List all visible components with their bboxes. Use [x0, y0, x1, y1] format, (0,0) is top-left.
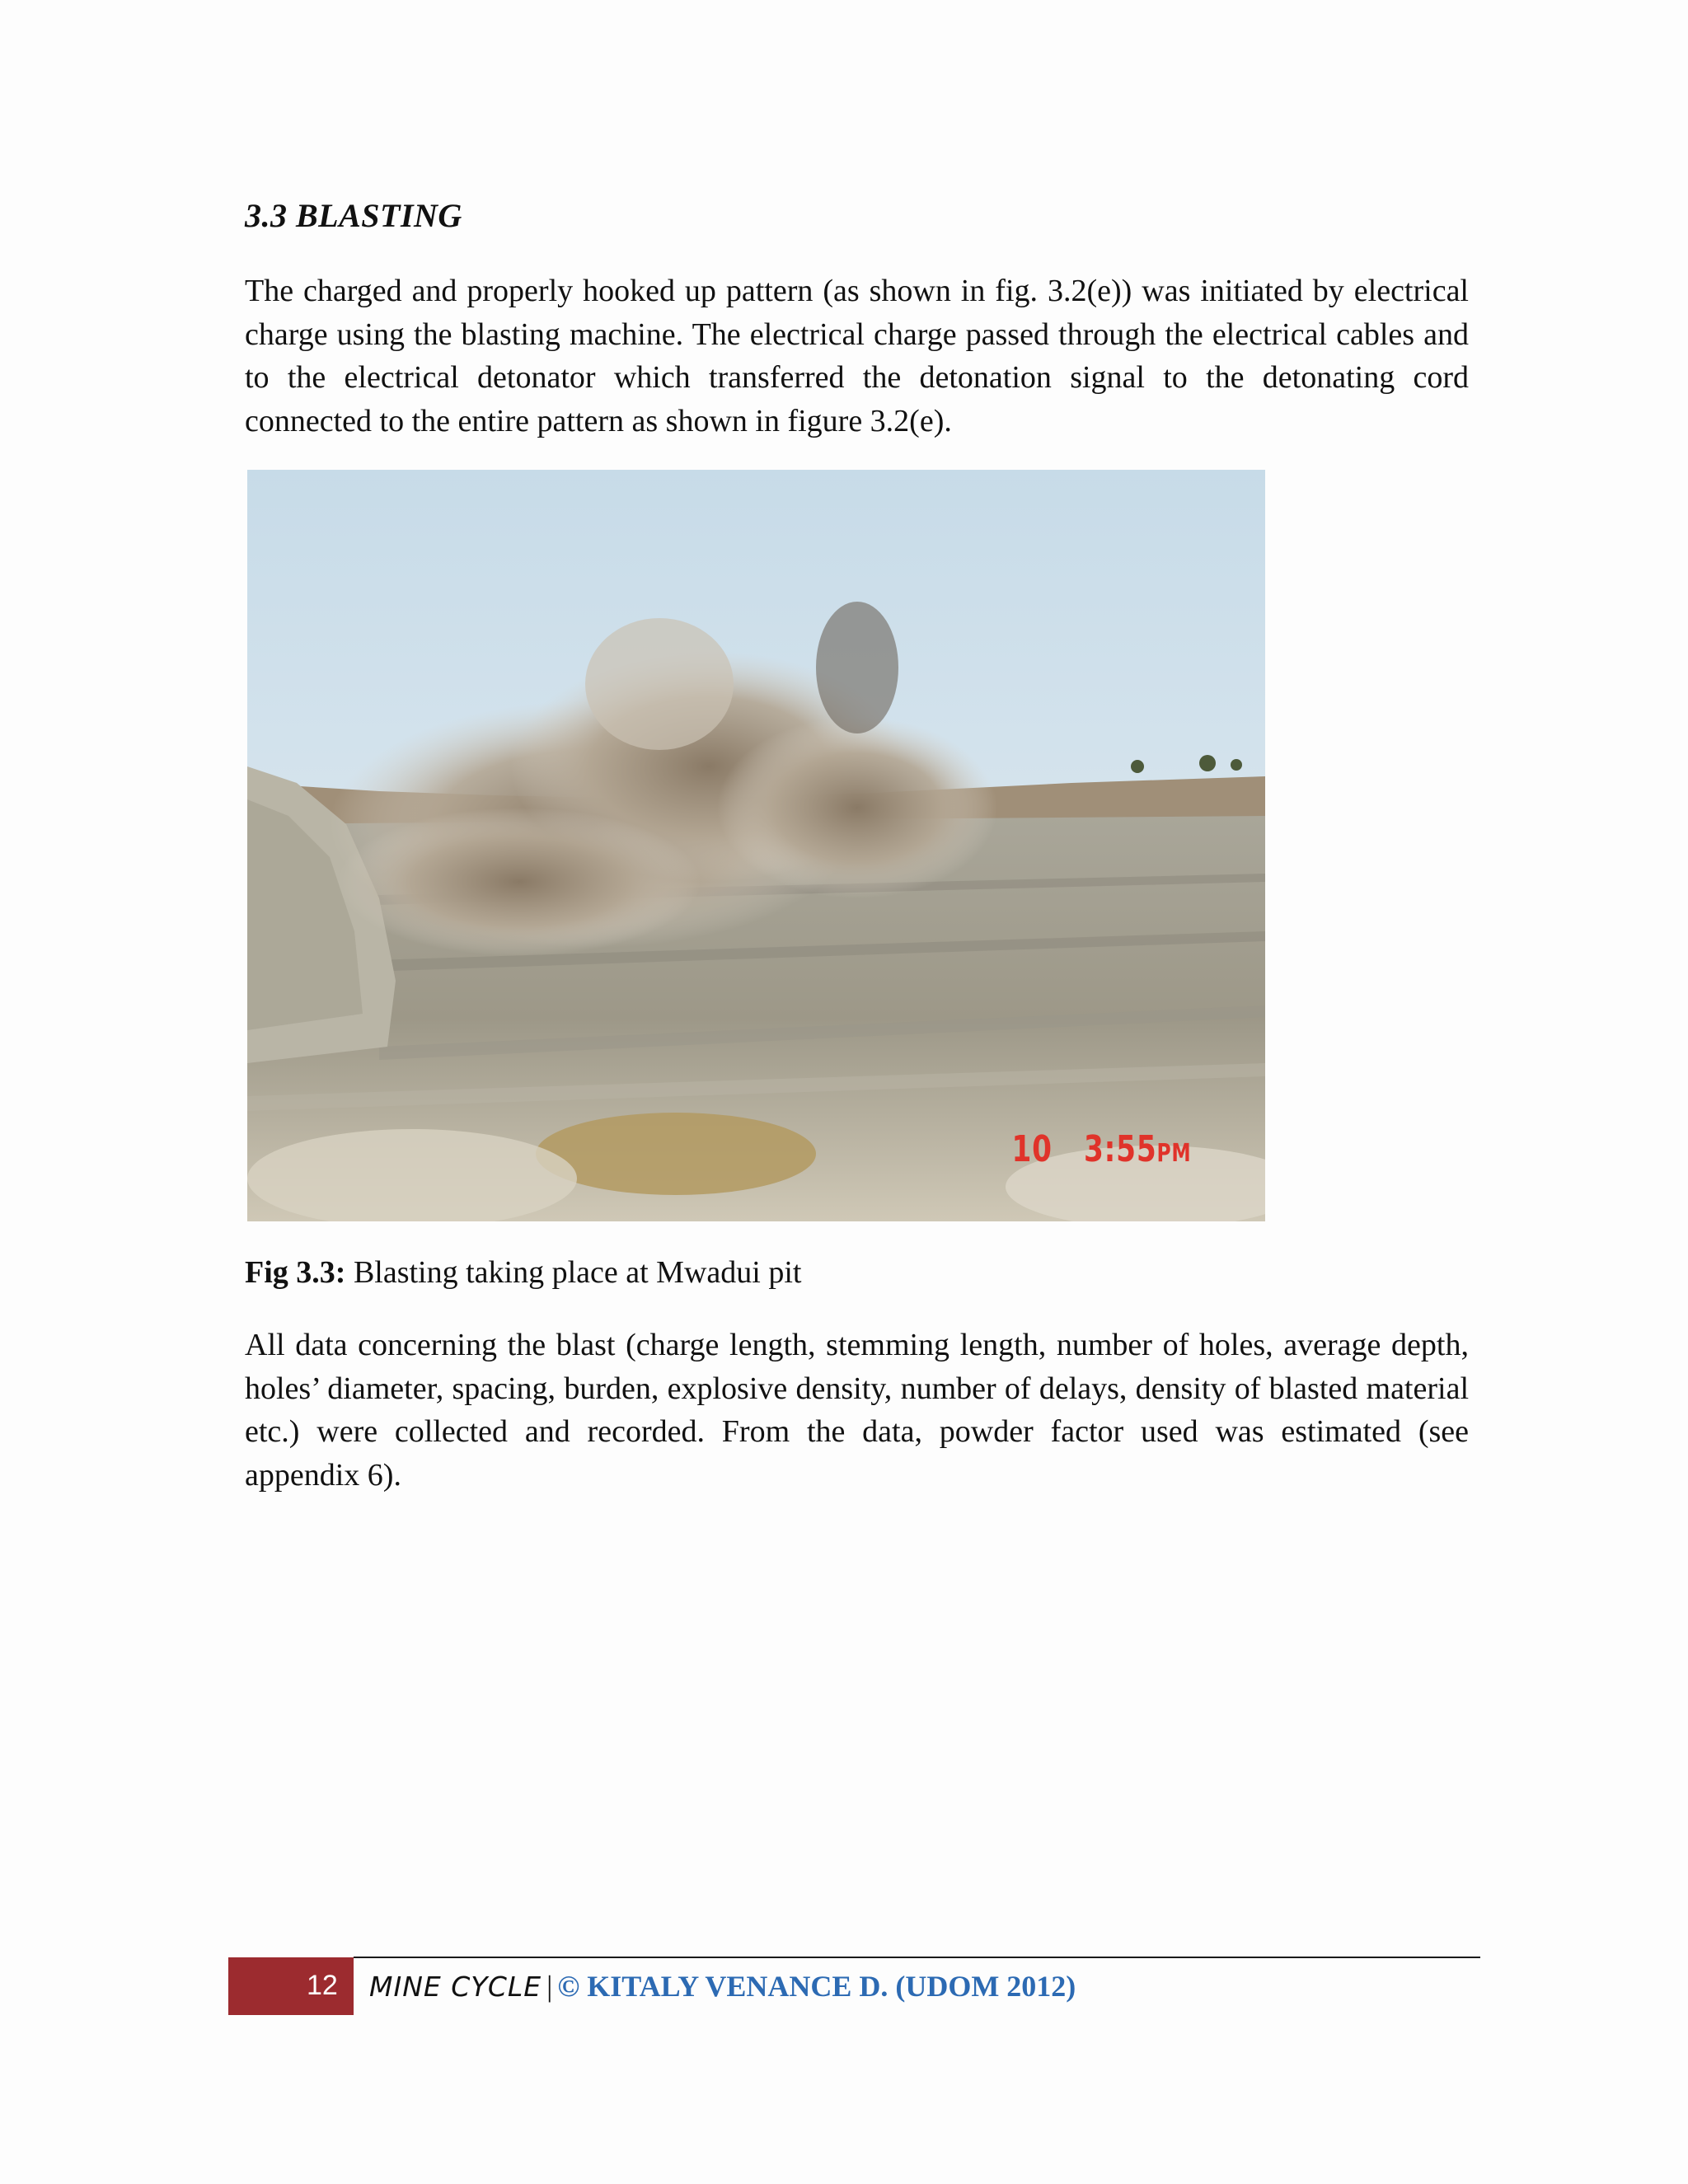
blast-photo — [247, 470, 1265, 1221]
footer-rule — [354, 1957, 1480, 1958]
footer-separator: | — [546, 1970, 553, 2003]
photo-timestamp-ampm: PM — [1156, 1139, 1191, 1168]
footer-title: MINE CYCLE — [369, 1971, 542, 2003]
figure-caption — [245, 1254, 801, 1291]
footer-copyright: © KITALY VENANCE D. (UDOM 2012) — [557, 1970, 1076, 2003]
data-paragraph: All data concerning the blast (charge length, stemming length, number of holes, average depth, holes’ diameter, spacing, burden, explosive density, number of delays, density of blasted material etc.) were collected and recorded. From the data, powder factor used was estimated (see appendix 6). — [245, 1328, 1469, 1493]
photo-timestamp-day: 10 — [1010, 1128, 1053, 1170]
footer-text — [369, 1969, 1076, 2004]
blast-photo-illustration — [247, 470, 1265, 1221]
figure-caption-label: Fig 3.3: — [245, 1255, 346, 1290]
intro-paragraph: The charged and properly hooked up pattern (as shown in fig. 3.2(e)) was initiated by electrical charge using the blasting machine. The electrical charge passed through the electrical cables and to the electrical detonator which transferred the detonation signal to the detonating cord connected to the entire pattern as shown in figure 3.2(e). — [245, 274, 1469, 438]
figure-caption-text: Blasting taking place at Mwadui pit — [345, 1255, 802, 1290]
section-heading: 3.3 BLASTING — [245, 197, 462, 234]
photo-timestamp — [1011, 1128, 1191, 1170]
page-number: 12 — [307, 1970, 338, 2001]
photo-timestamp-time: 3:55 — [1083, 1128, 1157, 1170]
